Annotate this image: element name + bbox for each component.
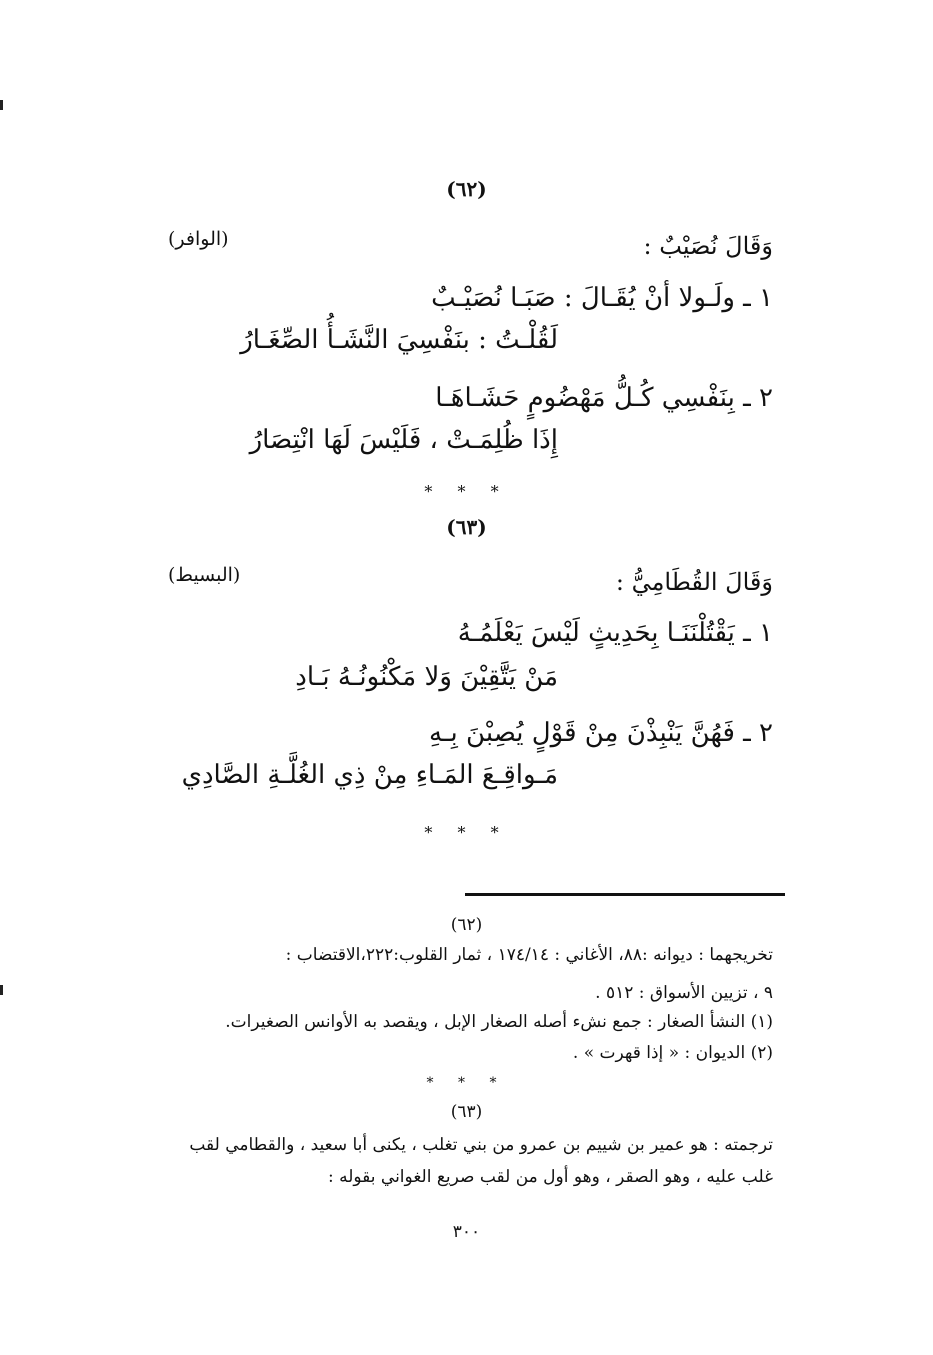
page-number: ٣٠٠ (452, 1222, 481, 1242)
section-separator: * * * (424, 823, 509, 842)
verse-second-hemistich: مَـواقِـعَ المَـاءِ مِنْ ذِي الغُلَّـةِ الصَّادِي (181, 760, 558, 790)
footnote-number: (٦٣) (450, 1102, 483, 1122)
footnote-line: (٢) الديوان : « إذا قهرت » . (572, 1043, 773, 1063)
poem-number: (٦٣) (446, 515, 487, 539)
verse-first-hemistich: ٢ ـ فَهُنَّ يَنْبِذْنَ مِنْ قَوْلٍ يُصِبْنَ بِـهِ (429, 718, 773, 748)
footnote-line: تخريجهما : ديوانه :٨٨، الأغاني : ١٧٤/١٤ ، ثمار القلوب:٢٢٢،الاقتضاب : (285, 945, 773, 965)
verse-second-hemistich: إِذَا ظُلِمَـتْ ، فَلَيْسَ لَهَا انْتِصَارُ (249, 425, 558, 455)
poem-meter: (الوافر) (168, 228, 229, 250)
poem-intro: وَقَالَ القُطَامِيُّ : (615, 568, 773, 596)
footnote-line: غلب عليه ، وهو الصقر ، وهو أول من لقب صريع الغواني بقوله : (327, 1167, 773, 1187)
verse-second-hemistich: لَقُلْـتُ : بنَفْسِيَ النَّشَـأُ الصِّغَـارُ (240, 325, 558, 355)
left-edge-mark (0, 985, 3, 995)
footnote-line: (١) النشأ الصغار : جمع نشء أصله الصغار الإبل ، ويقصد به الأوانس الصغيرات. (225, 1012, 773, 1032)
verse-first-hemistich: ٢ ـ بِنَفْسِي كُـلُّ مَهْضُومٍ حَشَـاهَـا (435, 383, 773, 413)
footnote-line: ترجمته : هو عمير بن شييم بن عمرو من بني تغلب ، يكنى أبا سعيد ، والقطامي لقب (189, 1135, 773, 1155)
footnote-number: (٦٢) (450, 915, 483, 935)
verse-first-hemistich: ١ ـ ولَـولا أنْ يُقَـالَ : صَبَـا نُصَيْـبٌ (431, 283, 773, 313)
verse-first-hemistich: ١ ـ يَقْتُلْنَنَـا بِحَدِيثٍ لَيْسَ يَعْلَمُـهُ (457, 618, 773, 648)
footnote-line: ٩ ، تزيين الأسواق : ٥١٢ . (595, 983, 773, 1003)
section-separator: * * * (424, 482, 509, 501)
poem-number: (٦٢) (446, 177, 487, 201)
poem-intro: وَقَالَ نُصَيْبٌ : (643, 232, 773, 260)
poem-meter: (البسيط) (168, 564, 241, 586)
verse-second-hemistich: مَنْ يَتَّقِيْنَ وَلا مَكْنُونُـهُ بَـادِ (295, 662, 558, 692)
left-edge-mark (0, 100, 3, 110)
footnote-rule (465, 893, 785, 896)
footnote-separator: * * * (426, 1075, 507, 1091)
